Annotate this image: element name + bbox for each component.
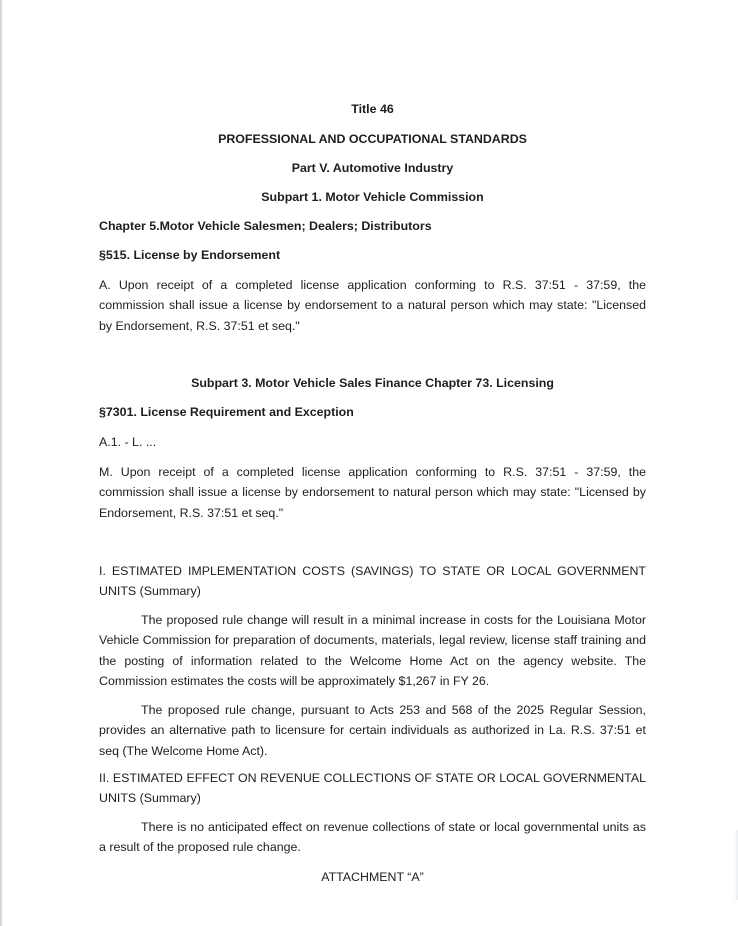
chapter5-heading: Chapter 5.Motor Vehicle Salesmen; Dealers; Distributors: [99, 219, 432, 233]
subpart1-heading: Subpart 1. Motor Vehicle Commission: [261, 190, 484, 204]
section-ii-paragraph-1: There is no anticipated effect on revenue collections of state or local governmental units as a result of the proposed rule change.: [99, 820, 646, 855]
section-ii-heading: II. ESTIMATED EFFECT ON REVENUE COLLECTIONS OF STATE OR LOCAL GOVERNMENTAL UNITS (Summary): [99, 771, 646, 806]
section7301-heading: §7301. License Requirement and Exception: [99, 405, 354, 419]
part-heading: Part V. Automotive Industry: [291, 161, 454, 175]
section515-heading: §515. License by Endorsement: [99, 248, 281, 262]
title-heading: PROFESSIONAL AND OCCUPATIONAL STANDARDS: [218, 132, 527, 146]
scan-edge-left: [0, 0, 3, 926]
section-i-heading: I. ESTIMATED IMPLEMENTATION COSTS (SAVINGS) TO STATE OR LOCAL GOVERNMENT UNITS (Summary): [99, 564, 646, 599]
section-i-paragraph-2: The proposed rule change, pursuant to Acts 253 and 568 of the 2025 Regular Session, provides an alternative path to licensure for certain individuals as authorized in La. R.S. 37:51 et seq (The Welcome Home Act).: [99, 703, 646, 758]
section7301-paragraph-a-l: A.1. - L. ...: [99, 435, 157, 449]
attachment-label: ATTACHMENT “A”: [321, 870, 424, 884]
subpart3-heading: Subpart 3. Motor Vehicle Sales Finance Chapter 73. Licensing: [191, 376, 554, 390]
section515-paragraph-a: A. Upon receipt of a completed license application conforming to R.S. 37:51 - 37:59, the commission shall issue a license by endorsement to a natural person which may state: "Licensed by Endorsement, R.S. 37:51 et seq.": [99, 278, 646, 333]
section-i-paragraph-1: The proposed rule change will result in a minimal increase in costs for the Louisiana Motor Vehicle Commission for preparation of documents, materials, legal review, license staff training and the posting of information related to the Welcome Home Act on the agency website. The Commission estimates the costs will be approximately $1,267 in FY 26.: [99, 613, 646, 688]
section7301-paragraph-m: M. Upon receipt of a completed license application conforming to R.S. 37:51 - 37:59, the commission shall issue a license by endorsement to natural person which may state: "Licensed by Endorsement, R.S. 37:51 et seq.": [99, 465, 646, 520]
scan-edge-right: [734, 830, 738, 900]
title-number: Title 46: [351, 102, 394, 116]
